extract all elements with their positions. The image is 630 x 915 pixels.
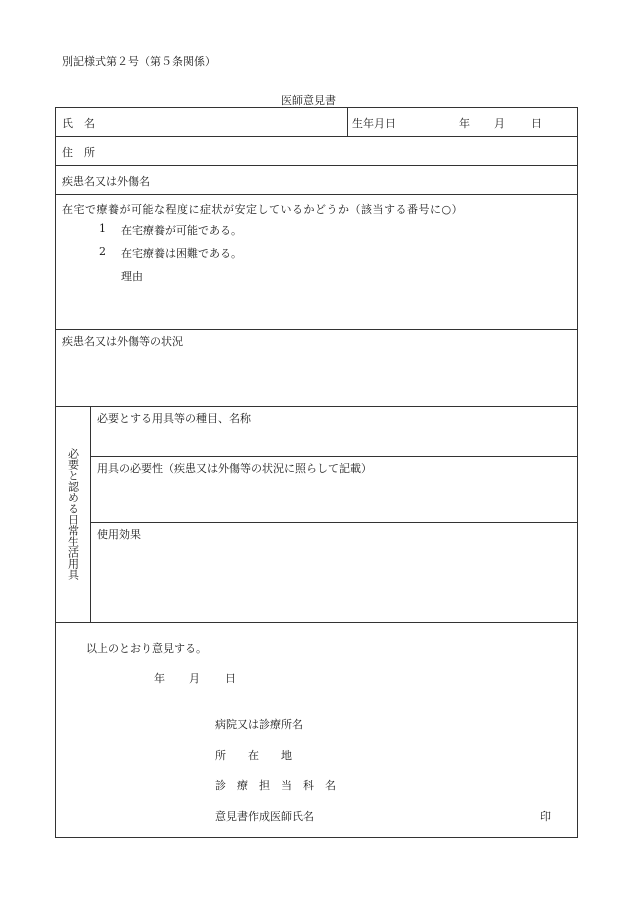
row-divider-condition — [55, 406, 578, 407]
home-care-question: 在宅で療養が可能な程度に症状が安定しているかどうか（該当する番号に○） — [62, 203, 464, 216]
row-divider-equipment-type — [90, 456, 578, 457]
option-2-text: 在宅療養は困難である。 — [121, 247, 242, 260]
seal-label: 印 — [540, 810, 551, 823]
birthdate-field[interactable] — [356, 112, 576, 132]
row-divider-name — [55, 136, 578, 137]
sign-month-label: 月 — [189, 672, 200, 685]
table-border-top — [55, 107, 578, 108]
table-border-bottom — [55, 837, 578, 838]
sign-year-label: 年 — [154, 672, 165, 685]
equipment-effect-field[interactable] — [97, 543, 572, 617]
doctor-label: 意見書作成医師氏名 — [215, 810, 314, 823]
statement: 以上のとおり意見する。 — [86, 642, 207, 655]
row-divider-effect — [55, 622, 578, 623]
address-field[interactable] — [110, 141, 570, 161]
birthdate-label: 生年月日 — [352, 117, 396, 130]
equipment-type-field[interactable] — [97, 427, 572, 452]
condition-label: 疾患名又は外傷等の状況 — [62, 335, 183, 348]
condition-field[interactable] — [62, 350, 572, 400]
birth-month-label: 月 — [494, 117, 505, 130]
hospital-label: 病院又は診療所名 — [215, 718, 303, 731]
option-1-number[interactable]: 1 — [99, 222, 106, 235]
row-divider-home-care — [55, 329, 578, 330]
birth-year-label: 年 — [459, 117, 470, 130]
row-divider-address — [55, 165, 578, 166]
equipment-effect-label: 使用効果 — [97, 528, 141, 541]
location-label: 所 在 地 — [215, 749, 292, 762]
equipment-type-label: 必要とする用具等の種目、名称 — [97, 412, 251, 425]
address-label: 住 所 — [62, 146, 95, 159]
name-label: 氏 名 — [62, 117, 95, 130]
location-field[interactable] — [335, 744, 565, 764]
table-border-right — [577, 107, 578, 837]
row-divider-disease — [55, 194, 578, 195]
doctor-field[interactable] — [335, 805, 530, 825]
option-2-number[interactable]: 2 — [99, 245, 106, 258]
equipment-column-divider — [90, 406, 91, 622]
name-birthdate-divider — [347, 107, 348, 136]
department-field[interactable] — [335, 774, 565, 794]
option-1-text: 在宅療養が可能である。 — [121, 224, 242, 237]
department-label: 診 療 担 当 科 名 — [215, 779, 336, 792]
reason-field[interactable] — [121, 286, 571, 324]
reason-label: 理由 — [121, 270, 143, 283]
equipment-necessity-label: 用具の必要性（疾患又は外傷等の状況に照らして記載） — [97, 462, 372, 475]
sign-day-label: 日 — [225, 672, 236, 685]
birth-day-label: 日 — [531, 117, 542, 130]
equipment-necessity-field[interactable] — [97, 477, 572, 517]
equipment-section-label — [56, 406, 90, 622]
row-divider-necessity — [90, 522, 578, 523]
disease-field[interactable] — [165, 170, 570, 190]
disease-label: 疾患名又は外傷名 — [62, 175, 150, 188]
form-number: 別記様式第２号（第５条関係） — [62, 55, 216, 68]
name-field[interactable] — [110, 112, 340, 132]
equipment-vertical-text: 必要と認める日常生活用具 — [66, 448, 80, 580]
hospital-field[interactable] — [335, 713, 565, 733]
page-title: 医師意見書 — [281, 94, 336, 107]
